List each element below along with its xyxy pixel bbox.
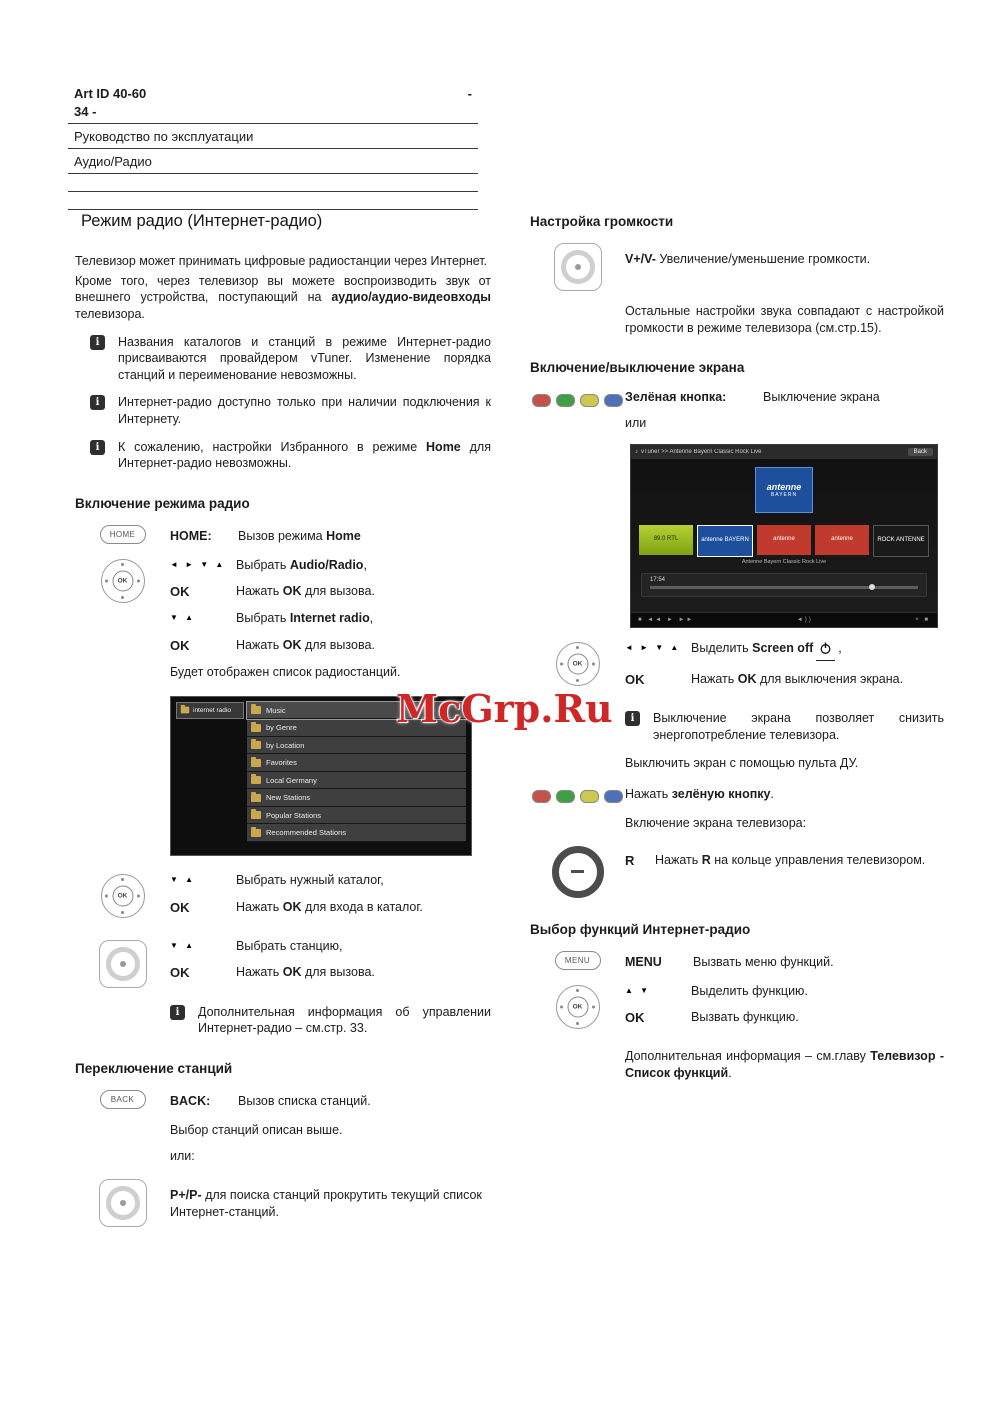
steps-body [625,640,944,699]
tv-topbar [631,445,937,459]
text-segment: Вызов режима [238,528,327,543]
right-column [530,208,944,1092]
step-line [625,983,944,1000]
icon-cell [530,983,625,1037]
text-segment: для вызова. [301,965,375,980]
radio-item-label: Recommended Stations [266,828,347,838]
bold-segment: OK [282,584,302,599]
step-text: Вызвать функцию. [691,1010,799,1025]
info-note-vtuner [75,334,491,384]
note-text: Дополнительная информация об управлении Интернет-радио – см.стр. 33. [198,1004,491,1036]
volume-paragraph: Остальные настройки звука совпадают с настройкой громкости в режиме телевизора (см.стр.15). [625,304,944,335]
tv-back-button: Back [908,448,933,456]
nav-dots [121,563,125,567]
green-key-label: Зелёная кнопка: [625,390,727,405]
step-line [170,557,491,574]
radio-root-item [176,702,244,719]
ok-nav-icon [101,559,145,603]
folder-icon [251,811,261,819]
section-heading-radio-on: Включение режима радио [75,495,250,511]
red-key-icon [532,790,551,803]
icon-cell [75,1177,170,1227]
arrow-keys-icon: ◄ ► ▼ ▲ [170,559,226,569]
header-rule [68,148,478,149]
select-radio-steps [75,557,491,684]
green-key-step [530,387,944,431]
info-note-more [170,1004,491,1037]
station-select-text: Выбор станций описан выше. [170,1122,343,1137]
misc-controls-icon: × ■ [915,616,930,623]
header-rule [68,191,478,192]
bold-segment: R [701,852,711,867]
watermark: McGrp.Ru [396,686,613,731]
text-segment: Выбрать [236,557,290,572]
tv-screenshot [630,444,938,628]
icon-cell [530,241,625,291]
home-step [75,523,491,545]
text-segment: для входа в каталог. [301,899,423,914]
info-icon: i [170,1005,185,1020]
ok-nav-icon [556,642,600,686]
step-line [625,640,944,662]
step-line [170,583,491,600]
screen-off-key-icon [816,642,835,662]
function-select-steps [530,983,944,1037]
choose-station-steps [75,938,491,992]
tv-ring-icon [552,846,604,898]
home-key-icon: HOME [100,525,146,544]
menu-key-label: MENU [625,954,662,969]
step-line [170,938,491,955]
page-title: Режим радио (Интернет-радио) [81,212,323,230]
green-step-2-body [625,783,944,803]
radio-item-label: Popular Stations [266,810,322,820]
volume-step [530,241,944,291]
note-text: Выключение экрана позволяет снизить энергопотребление телевизора. [653,711,944,743]
menu-step [530,949,944,971]
step-text [236,964,491,981]
header-rule [68,123,478,124]
bold-segment: OK [737,672,757,687]
note-text [118,439,491,472]
menu-step-body [625,949,944,971]
speaker-icon: ◄)) [796,616,813,623]
green-key-icon [556,790,575,803]
text-segment: для Интернет-радио невозможны. [118,439,491,471]
music-note-icon: ♪ [635,448,638,455]
green-key-icon [556,394,575,407]
icon-cell [75,938,170,992]
text-segment: , [838,640,842,655]
tv-title-text: vTuner >> Antenne Bayern Classic Rock Live [641,448,762,455]
folder-icon [251,776,261,784]
step-line [170,610,491,627]
text-segment: Нажать [236,638,283,653]
info-note-favorites [75,439,491,472]
text-segment: для выключения экрана. [756,672,904,687]
ok-nav-icon [556,985,600,1029]
home-key-text [238,528,491,545]
bold-segment: Телевизор - Список функций [625,1049,944,1081]
r-key-step [530,844,944,898]
station-tile: antenne [815,525,869,555]
radio-list-item [247,789,466,807]
back-key-text: Вызов списка станций. [238,1094,371,1108]
text-segment: Нажать [655,852,702,867]
screen-on-text: Включение экрана телевизора: [625,816,807,831]
color-keys-icon [532,389,623,407]
icon-cell [75,1088,170,1110]
back-step-body [170,1088,491,1110]
bold-segment: Home [326,528,361,543]
ok-key-label: OK [170,965,190,981]
icon-cell [530,949,625,971]
step-line [170,637,491,654]
step-text: Выбрать станцию, [236,938,343,953]
radio-list-item [247,737,466,755]
progress-knob [869,584,875,590]
ring-control-icon [99,940,147,988]
pp-step [75,1177,491,1227]
menu-key-icon: MENU [555,951,601,970]
bold-segment: V+/V- [625,252,656,266]
yellow-key-icon [580,790,599,803]
ok-nav-icon [101,874,145,918]
back-step [75,1088,491,1110]
back-key-label: BACK: [170,1094,211,1108]
bold-segment: зелёную кнопку [671,787,771,802]
step-text [236,637,491,654]
progress-bar [650,586,918,589]
bold-segment: OK [282,899,302,914]
album-art [755,467,813,513]
ok-key-label: OK [170,584,190,600]
radio-item-label: Favorites [266,758,297,768]
text-segment: Нажать [236,965,283,980]
arrow-keys-icon: ▼ ▲ [170,874,196,884]
doc-title-line: Руководство по эксплуатации [74,129,254,144]
arrow-keys-icon: ▼ ▲ [170,940,196,950]
text-segment: , [363,557,367,572]
steps-body [625,844,944,898]
r-key-label: R [625,852,635,868]
progress-panel [641,573,927,597]
bold-segment: OK [282,965,302,980]
page-number: 34 - [74,104,97,119]
ok-key-label: OK [625,672,645,688]
radio-item-label: New Stations [266,793,311,803]
step-text: Выбрать нужный каталог, [236,872,384,887]
green-key-step-2 [530,783,944,803]
green-step-body [625,387,944,431]
steps-body [625,983,944,1037]
step-text [236,583,491,600]
section-heading-screen: Включение/выключение экрана [530,360,745,376]
text-segment: Нажать [691,672,738,687]
steps-body [170,938,491,992]
radio-item-label: by Genre [266,723,297,733]
volume-step-body [625,241,944,291]
text-segment: для вызова. [301,584,375,599]
text-segment: Нажать [236,899,283,914]
folder-icon [181,707,190,714]
section-heading-functions: Выбор функций Интернет-радио [530,921,751,937]
bold-segment: Home [426,439,461,454]
step-text [655,852,944,869]
station-tile: 89.0 RTL [639,525,693,555]
nav-dots [576,646,580,650]
radio-list-item [247,754,466,772]
step-line [625,844,944,869]
bold-segment: P+/P- [170,1187,202,1202]
step-text: Выделить функцию. [691,983,808,998]
nav-dots [576,989,580,993]
text-segment: Выделить [691,640,753,655]
home-step-body [170,523,491,545]
station-caption: Antenne Bayern Classic Rock Live [741,558,827,565]
radio-root-label: internet radio [193,706,231,714]
step-text [691,671,944,688]
back-key-icon: BACK [100,1090,146,1109]
page-header [68,84,478,213]
bold-segment: Audio/Radio [289,557,364,572]
section-heading-station-switch: Переключение станций [75,1061,233,1076]
ring-control-icon [554,243,602,291]
icon-cell [530,844,625,898]
folder-icon [251,794,261,802]
radio-list-item [247,772,466,790]
green-key-line [625,387,944,406]
note-text: Названия каталогов и станций в режиме Интернет-радио присваиваются провайдером vTuner. Изменение порядка станций и переименование невозможны. [118,334,491,382]
section-heading-volume: Настройка громкости [530,214,674,229]
steps-body [170,872,491,926]
bold-segment: Internet radio [289,611,370,626]
tv-bottom-bar [631,612,937,627]
folder-icon [251,724,261,732]
radio-item-label: by Location [266,740,305,750]
transport-controls-icon: ■ ◄◄ ► ►► [638,616,695,623]
info-note-internet [75,394,491,427]
ok-label: OK [567,653,588,674]
icon-cell [530,783,625,803]
text-segment: Нажать [236,584,283,599]
icon-cell [75,523,170,545]
home-key-label: HOME: [170,528,212,543]
station-tile: ROCK ANTENNE [873,525,929,557]
station-tiles [639,525,929,557]
text-segment: на кольце управления телевизором. [710,852,926,867]
text-segment: Увеличение/уменьшение громкости. [655,252,871,266]
header-spacer [68,177,478,188]
doc-section-line: Аудио/Радио [74,154,152,169]
time-label: 17:54 [650,576,666,583]
arrow-keys-icon: ▼ ▲ [170,613,196,623]
folder-icon [251,741,261,749]
arrow-keys-icon: ▲ ▼ [625,985,651,995]
text-segment: Кроме того, через телевизор вы можете воспроизводить звук от внешнего устройства, поступающий на [75,273,491,305]
radio-list-item [247,807,466,825]
ring-control-icon [99,1179,147,1227]
arrow-keys-icon: ◄ ► ▼ ▲ [625,642,681,652]
album-title: antenne [766,481,802,492]
radio-item-label: Local Germany [266,775,317,785]
station-tile-selected: antenne BAYERN [697,525,753,557]
icon-cell [75,557,170,684]
radio-item-label: Music [266,705,286,715]
text-segment: , [369,611,374,626]
choose-catalog-steps [75,872,491,926]
radio-list-item [247,824,466,842]
or-text: или [625,415,647,430]
intro-paragraph-2 [75,273,491,323]
list-shown-text: Будет отображен список радиостанций. [170,665,401,680]
header-row-art [68,84,478,102]
folder-icon [251,706,261,714]
text-segment: . [770,787,774,802]
ok-key-label: OK [170,638,190,654]
info-icon: i [90,440,105,455]
step-text [236,610,491,627]
text-segment: телевизора. [75,306,145,321]
color-keys-icon [532,785,623,803]
folder-icon [251,759,261,767]
text-segment: Дополнительная информация – см.главу [625,1049,871,1064]
pp-step-body [170,1177,491,1227]
icon-cell [75,872,170,926]
red-key-icon [532,394,551,407]
info-icon: i [625,711,640,726]
text-segment: для поиска станций прокрутить текущий список Интернет-станций. [170,1187,482,1219]
yellow-key-icon [580,394,599,407]
text-segment: Нажать [625,787,672,802]
station-tile: antenne [757,525,811,555]
ok-label: OK [112,885,133,906]
ok-key-label: OK [625,1010,645,1026]
blue-key-icon [604,790,623,803]
header-rule [68,173,478,174]
info-icon: i [90,395,105,410]
step-line [170,899,491,916]
ok-label: OK [567,996,588,1017]
blue-key-icon [604,394,623,407]
steps-body [170,557,491,684]
step-line [625,671,944,688]
info-note-energy [625,710,944,743]
step-text [236,557,491,574]
nav-dots [121,878,125,882]
info-icon: i [90,335,105,350]
header-spacer [68,195,478,206]
more-info-paragraph [625,1048,944,1081]
header-dash: - [467,86,472,101]
menu-key-text: Вызвать меню функций. [693,954,834,969]
text-segment: для вызова. [301,638,375,653]
step-text [691,640,944,662]
intro-paragraph-1: Телевизор может принимать цифровые радиостанции через Интернет. [75,254,488,268]
tv-topbar-title [635,449,762,455]
icon-cell [530,387,625,431]
ring-dash [571,870,584,873]
screen-off-remote-text: Выключить экран с помощью пульта ДУ. [625,755,859,770]
ok-label: OK [112,570,133,591]
text-segment: К сожалению, настройки Избранного в режиме [118,439,427,454]
step-line [170,964,491,981]
or-text: или: [170,1149,195,1164]
ok-key-label: OK [170,899,190,915]
step-line [625,1009,944,1026]
bold-segment: аудио/аудио-видеовходы [331,290,491,305]
bold-segment: Screen off [752,640,814,655]
bold-segment: OK [282,638,302,653]
text-segment: . [728,1066,732,1081]
folder-icon [251,829,261,837]
note-text: Интернет-радио доступно только при наличии подключения к Интернету. [118,395,491,426]
step-line [170,872,491,889]
step-text [236,899,491,916]
art-id: Art ID 40-60 [74,86,147,101]
green-key-text: Выключение экрана [763,390,880,405]
album-subtitle: BAYERN [770,491,798,498]
text-segment: Выбрать [236,611,290,626]
